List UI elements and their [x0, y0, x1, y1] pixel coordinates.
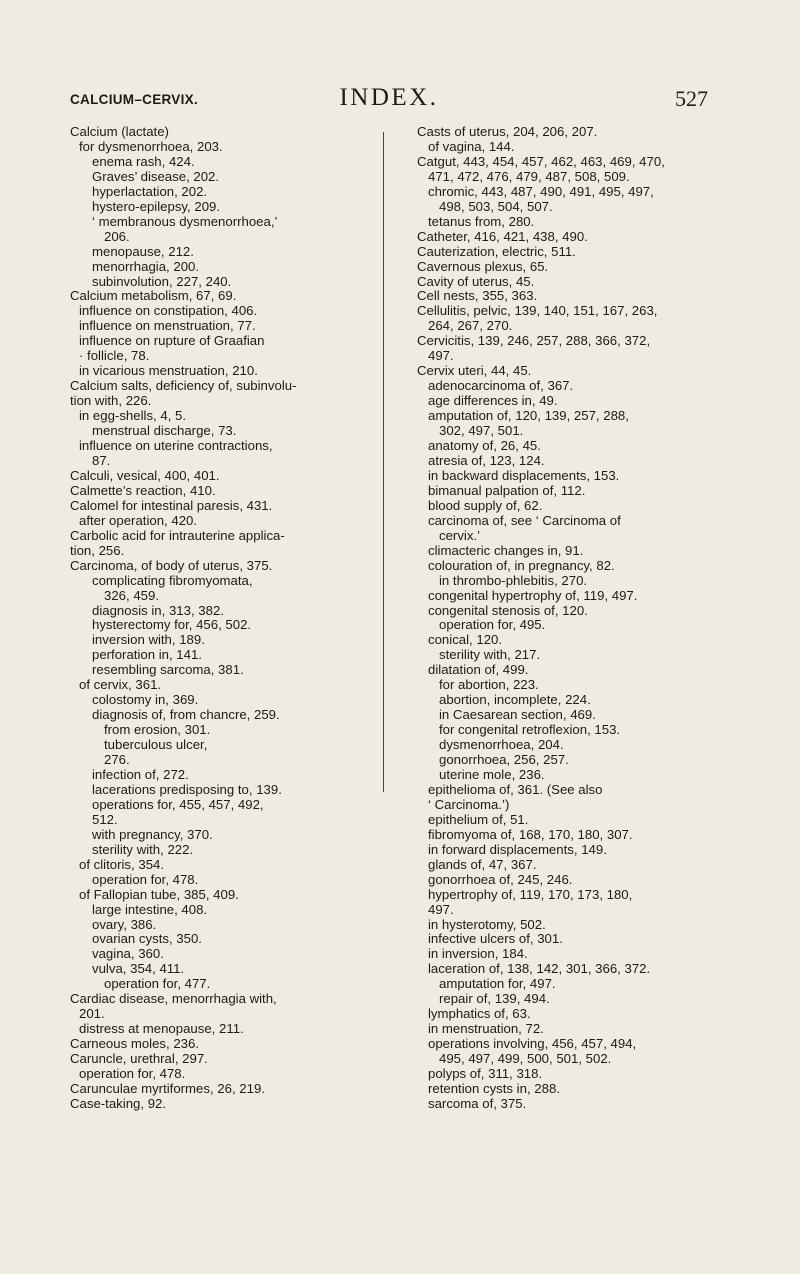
index-entry: 497.	[428, 348, 454, 364]
index-column-left	[70, 125, 375, 1112]
index-entry: chromic, 443, 487, 490, 491, 495, 497,	[428, 183, 654, 199]
index-entry: Cavity of uterus, 45.	[417, 273, 535, 289]
index-entry: epithelium of, 51.	[428, 811, 529, 827]
index-entry: operations for, 455, 457, 492,	[92, 796, 264, 812]
index-entry: sterility with, 217.	[439, 647, 541, 663]
index-entry: cervix.’	[439, 527, 481, 543]
index-entry: lacerations predisposing to, 139.	[92, 781, 282, 797]
index-entry: enema rash, 424.	[92, 153, 195, 169]
index-entry: retention cysts in, 288.	[428, 1081, 560, 1096]
index-entry: Carbolic acid for intrauterine applica-	[70, 527, 285, 543]
index-entry: operation for, 478.	[92, 871, 199, 887]
index-entry: Casts of uterus, 204, 206, 207.	[417, 124, 598, 139]
index-entry: conical, 120.	[428, 632, 503, 648]
index-entry: gonorrhoea, 256, 257.	[439, 752, 569, 768]
index-entry: subinvolution, 227, 240.	[92, 273, 232, 289]
page-number: 527	[675, 86, 708, 111]
index-entry: in thrombo-phlebitis, 270.	[439, 572, 588, 588]
index-entry: tetanus from, 280.	[428, 213, 535, 229]
index-entry: Case-taking, 92.	[70, 1095, 167, 1111]
index-entry: 471, 472, 476, 479, 487, 508, 509.	[428, 168, 630, 184]
index-entry: menstrual discharge, 73.	[92, 423, 237, 439]
index-entry: tuberculous ulcer,	[104, 737, 208, 753]
index-entry: Carcinoma, of body of uterus, 375.	[70, 557, 273, 573]
index-entry: influence on rupture of Graafian	[79, 333, 265, 349]
index-entry: operations involving, 456, 457, 494,	[428, 1036, 637, 1052]
index-entry: for abortion, 223.	[439, 677, 539, 693]
index-entry: · follicle, 78.	[79, 348, 150, 364]
index-entry: for dysmenorrhoea, 203.	[79, 138, 223, 154]
index-entry: 201.	[79, 1006, 105, 1022]
index-entry: 302, 497, 501.	[439, 423, 524, 439]
index-entry: Carneous moles, 236.	[70, 1036, 200, 1052]
index-entry: colouration of, in pregnancy, 82.	[428, 557, 615, 573]
index-entry: Calcium metabolism, 67, 69.	[70, 288, 237, 304]
index-entry: adenocarcinoma of, 367.	[428, 378, 574, 394]
index-entry: tion with, 226.	[70, 393, 152, 409]
index-entry: Calculi, vesical, 400, 401.	[70, 467, 220, 483]
index-entry: epithelioma of, 361. (See also	[428, 781, 603, 797]
index-entry: Calcium salts, deficiency of, subinvolu-	[70, 378, 297, 394]
index-entry: carcinoma of, see ‘ Carcinoma of	[428, 512, 621, 528]
running-head-range: CALCIUM–CERVIX.	[70, 92, 199, 107]
index-entry: hyperlactation, 202.	[92, 183, 208, 199]
index-entry: after operation, 420.	[79, 512, 198, 528]
index-entry: of cervix, 361.	[79, 677, 162, 693]
index-entry: blood supply of, 62.	[428, 497, 543, 513]
index-entry: Graves’ disease, 202.	[92, 168, 220, 184]
column-divider	[383, 132, 384, 792]
index-entry: Cervix uteri, 44, 45.	[417, 363, 532, 379]
index-entry: with pregnancy, 370.	[92, 826, 213, 842]
index-entry: ‘ membranous dysmenorrhoea,’	[92, 213, 278, 229]
index-entry: Cardiac disease, menorrhagia with,	[70, 991, 277, 1007]
index-entry: influence on uterine contractions,	[79, 438, 273, 454]
index-entry: distress at menopause, 211.	[79, 1021, 244, 1037]
index-entry: diagnosis in, 313, 382.	[92, 602, 224, 618]
index-entry: sarcoma of, 375.	[428, 1095, 527, 1111]
index-column-right	[417, 125, 722, 1112]
index-entry: Cauterization, electric, 511.	[417, 243, 576, 259]
index-entry: anatomy of, 26, 45.	[428, 438, 541, 454]
index-entry: 497.	[428, 901, 454, 917]
index-entry: Cell nests, 355, 363.	[417, 288, 538, 304]
index-entry: vagina, 360.	[92, 946, 164, 962]
index-entry: complicating fibromyomata,	[92, 572, 253, 588]
index-entry: Calomel for intestinal paresis, 431.	[70, 497, 273, 513]
index-entry: 495, 497, 499, 500, 501, 502.	[439, 1051, 612, 1067]
index-entry: in inversion, 184.	[428, 946, 528, 962]
index-entry: fibromyoma of, 168, 170, 180, 307.	[428, 826, 633, 842]
index-entry: perforation in, 141.	[92, 647, 202, 663]
index-entry: repair of, 139, 494.	[439, 991, 550, 1007]
index-entry: operation for, 477.	[104, 976, 211, 992]
index-entry: uterine mole, 236.	[439, 766, 545, 782]
index-entry: of clitoris, 354.	[79, 856, 165, 872]
index-entry: amputation of, 120, 139, 257, 288,	[428, 408, 629, 424]
index-entry: in egg-shells, 4, 5.	[79, 408, 187, 424]
index-entry: hypertrophy of, 119, 170, 173, 180,	[428, 886, 633, 902]
index-entry: in Caesarean section, 469.	[439, 707, 596, 723]
index-entry: 276.	[104, 752, 130, 768]
index-entry: for congenital retroflexion, 153.	[439, 722, 621, 738]
index-entry: ‘ Carcinoma.’)	[428, 796, 510, 812]
index-entry: of vagina, 144.	[428, 138, 515, 154]
index-entry: 326, 459.	[104, 587, 159, 603]
index-entry: abortion, incomplete, 224.	[439, 692, 591, 708]
index-entry: influence on constipation, 406.	[79, 303, 258, 319]
index-entry: dysmenorrhoea, 204.	[439, 737, 564, 753]
index-entry: laceration of, 138, 142, 301, 366, 372.	[428, 961, 651, 977]
index-entry: Calmette’s reaction, 410.	[70, 482, 216, 498]
index-entry: congenital stenosis of, 120.	[428, 602, 588, 618]
index-entry: lymphatics of, 63.	[428, 1006, 531, 1022]
index-entry: bimanual palpation of, 112.	[428, 482, 586, 498]
index-entry: age differences in, 49.	[428, 393, 558, 409]
index-entry: inversion with, 189.	[92, 632, 205, 648]
index-entry: hystero-epilepsy, 209.	[92, 198, 221, 214]
index-entry: in backward displacements, 153.	[428, 467, 620, 483]
index-entry: amputation for, 497.	[439, 976, 556, 992]
index-entry: operation for, 478.	[79, 1066, 186, 1082]
index-entry: large intestine, 408.	[92, 901, 208, 917]
index-entry: 498, 503, 504, 507.	[439, 198, 553, 214]
index-entry: infective ulcers of, 301.	[428, 931, 563, 947]
index-entry: Cervicitis, 139, 246, 257, 288, 366, 372,	[417, 333, 651, 349]
index-entry: Caruncle, urethral, 297.	[70, 1051, 208, 1067]
index-entry: menopause, 212.	[92, 243, 194, 259]
index-entry: operation for, 495.	[439, 617, 546, 633]
index-entry: in menstruation, 72.	[428, 1021, 544, 1037]
index-entry: influence on menstruation, 77.	[79, 318, 256, 334]
index-entry: ovarian cysts, 350.	[92, 931, 202, 947]
index-entry: vulva, 354, 411.	[92, 961, 185, 977]
index-entry: of Fallopian tube, 385, 409.	[79, 886, 239, 902]
index-entry: 206.	[104, 228, 130, 244]
index-entry: atresia of, 123, 124.	[428, 452, 545, 468]
index-entry: menorrhagia, 200.	[92, 258, 200, 274]
index-entry: in forward displacements, 149.	[428, 841, 607, 857]
index-entry: in vicarious menstruation, 210.	[79, 363, 258, 379]
index-entry: Carunculae myrtiformes, 26, 219.	[70, 1081, 265, 1096]
index-entry: infection of, 272.	[92, 766, 189, 782]
index-entry: tion, 256.	[70, 542, 125, 558]
index-entry: glands of, 47, 367.	[428, 856, 537, 872]
index-entry: 512.	[92, 811, 118, 827]
index-entry: colostomy in, 369.	[92, 692, 199, 708]
running-head-title: INDEX.	[339, 84, 439, 111]
index-entry: Calcium (lactate)	[70, 124, 169, 139]
index-entry: 264, 267, 270.	[428, 318, 513, 334]
index-entry: gonorrhoea of, 245, 246.	[428, 871, 573, 887]
index-entry: Cellulitis, pelvic, 139, 140, 151, 167, 263,	[417, 303, 658, 319]
index-entry: hysterectomy for, 456, 502.	[92, 617, 252, 633]
index-entry: 87.	[92, 452, 111, 468]
index-entry: polyps of, 311, 318.	[428, 1066, 543, 1082]
index-entry: dilatation of, 499.	[428, 662, 529, 678]
index-entry: Cavernous plexus, 65.	[417, 258, 549, 274]
index-entry: in hysterotomy, 502.	[428, 916, 546, 932]
index-entry: Catgut, 443, 454, 457, 462, 463, 469, 470,	[417, 153, 665, 169]
index-entry: congenital hypertrophy of, 119, 497.	[428, 587, 638, 603]
index-entry: resembling sarcoma, 381.	[92, 662, 244, 678]
index-entry: ovary, 386.	[92, 916, 157, 932]
index-entry: from erosion, 301.	[104, 722, 211, 738]
index-entry: diagnosis of, from chancre, 259.	[92, 707, 280, 723]
index-entry: Catheter, 416, 421, 438, 490.	[417, 228, 588, 244]
page-header	[70, 84, 708, 114]
index-entry: climacteric changes in, 91.	[428, 542, 584, 558]
index-entry: sterility with, 222.	[92, 841, 194, 857]
